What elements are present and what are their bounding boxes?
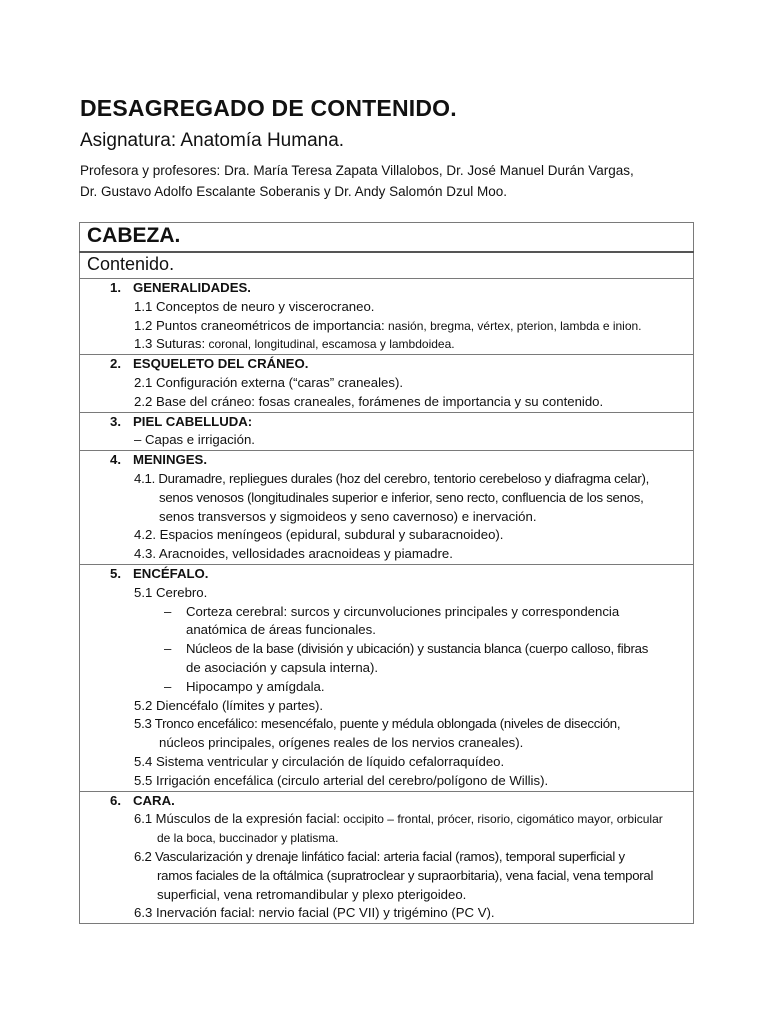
dash-marker: – xyxy=(164,678,172,694)
content-line: 5.3 Tronco encefálico: mesencéfalo, puente y médula oblongada (niveles de disección, xyxy=(134,716,621,732)
section-number: 3. xyxy=(110,413,121,429)
content-line: 4.3. Aracnoides, vellosidades aracnoideas y piamadre. xyxy=(134,546,453,562)
content-line: 2.2 Base del cráneo: fosas craneales, forámenes de importancia y su contenido. xyxy=(134,393,604,409)
content-line xyxy=(80,335,689,354)
section-title: ENCÉFALO. xyxy=(133,565,209,581)
line-text: 1.2 Puntos craneométricos de importancia: xyxy=(134,317,385,333)
content-line-continued: ramos faciales de la oftálmica (supratroclear y supraorbitaria), vena facial, vena temporal xyxy=(157,867,654,883)
section-meninges xyxy=(80,451,694,565)
line-detail: coronal, longitudinal, escamosa y lambdoidea. xyxy=(205,337,455,352)
section-title: MENINGES. xyxy=(133,452,208,468)
content-line: 5.4 Sistema ventricular y circulación de líquido cefalorraquídeo. xyxy=(134,753,505,769)
content-line: 5.2 Diencéfalo (límites y partes). xyxy=(134,697,324,713)
section-heading xyxy=(80,451,689,470)
bullet-item xyxy=(80,603,689,622)
content-table xyxy=(79,222,694,924)
content-line-continued: superficial, vena retromandibular y plexo pterigoideo. xyxy=(157,886,467,902)
line-text: 6.1 Músculos de la expresión facial: xyxy=(134,811,340,827)
section-title: GENERALIDADES. xyxy=(133,280,251,295)
content-line: 6.3 Inervación facial: nervio facial (PC VII) y trigémino (PC V). xyxy=(134,905,495,921)
table-subheading: Contenido. xyxy=(80,252,694,279)
section-number: 6. xyxy=(110,792,121,808)
content-line: 5.1 Cerebro. xyxy=(134,584,208,600)
content-line: 6.2 Vascularización y drenaje linfático facial: arteria facial (ramos), temporal superficial y xyxy=(134,848,625,864)
content-line xyxy=(80,317,689,336)
content-line: 1.1 Conceptos de neuro y viscerocraneo. xyxy=(134,298,375,314)
professors-line: Profesora y profesores: Dra. María Teresa Zapata Villalobos, Dr. José Manuel Durán Vargas, xyxy=(80,163,634,178)
bullet-text-continued: anatómica de áreas funcionales. xyxy=(186,622,376,638)
bullet-item xyxy=(80,640,689,659)
bullet-text: Núcleos de la base (división y ubicación) y sustancia blanca (cuerpo calloso, fibras xyxy=(186,641,649,657)
dash-marker: – xyxy=(164,641,172,657)
section-heading xyxy=(80,355,689,374)
section-number: 4. xyxy=(110,452,121,468)
bullet-text-continued: de asociación y capsula interna). xyxy=(186,659,379,675)
section-title: ESQUELETO DEL CRÁNEO. xyxy=(133,356,309,372)
table-heading: CABEZA. xyxy=(80,223,694,253)
content-line-continued: senos venosos (longitudinales superior e inferior, seno recto, confluencia de los senos, xyxy=(159,489,644,505)
content-line: 5.5 Irrigación encefálica (circulo arterial del cerebro/polígono de Willis). xyxy=(134,772,549,788)
section-number: 1. xyxy=(110,280,121,295)
professors-line: Dr. Gustavo Adolfo Escalante Soberanis y Dr. Andy Salomón Dzul Moo. xyxy=(80,184,507,199)
content-line xyxy=(80,810,689,829)
section-piel-cabelluda xyxy=(80,412,694,451)
document-title: DESAGREGADO DE CONTENIDO. xyxy=(80,95,457,121)
section-heading xyxy=(80,565,689,584)
section-encefalo xyxy=(80,564,694,791)
bullet-item xyxy=(80,678,689,697)
section-title: PIEL CABELLUDA: xyxy=(133,413,253,429)
bullet-text: Corteza cerebral: surcos y circunvoluciones principales y correspondencia xyxy=(186,603,620,619)
content-line: – Capas e irrigación. xyxy=(134,432,255,448)
section-number: 5. xyxy=(110,565,121,581)
content-line: 2.1 Configuración externa (“caras” craneales). xyxy=(134,374,404,390)
section-generalidades xyxy=(80,279,694,355)
section-heading xyxy=(80,279,689,298)
content-line-continued: núcleos principales, orígenes reales de los nervios craneales). xyxy=(159,735,524,751)
subject-line: Asignatura: Anatomía Humana. xyxy=(80,130,345,151)
section-cara xyxy=(80,791,694,924)
bullet-text: Hipocampo y amígdala. xyxy=(186,678,325,694)
line-text: 1.3 Suturas: xyxy=(134,336,206,352)
document-header xyxy=(80,92,700,202)
line-detail: occipito – frontal, prócer, risorio, cigomático mayor, orbicular xyxy=(339,812,663,827)
professors-block xyxy=(80,160,700,202)
content-line: 4.1. Duramadre, repliegues durales (hoz del cerebro, tentorio cerebeloso y diafragma celar), xyxy=(134,470,650,486)
content-line-continued: senos transversos y sigmoideos y seno cavernoso) e inervación. xyxy=(159,508,537,524)
section-heading xyxy=(80,413,689,432)
section-heading xyxy=(80,792,689,811)
section-esqueleto xyxy=(80,355,694,412)
section-title: CARA. xyxy=(133,792,175,808)
dash-marker: – xyxy=(164,603,172,619)
line-detail: nasión, bregma, vértex, pterion, lambda e inion. xyxy=(384,318,642,333)
content-line: 4.2. Espacios meníngeos (epidural, subdural y subaracnoideo). xyxy=(134,527,504,543)
content-line-continued: de la boca, buccinador y platisma. xyxy=(157,831,339,846)
section-number: 2. xyxy=(110,356,121,372)
